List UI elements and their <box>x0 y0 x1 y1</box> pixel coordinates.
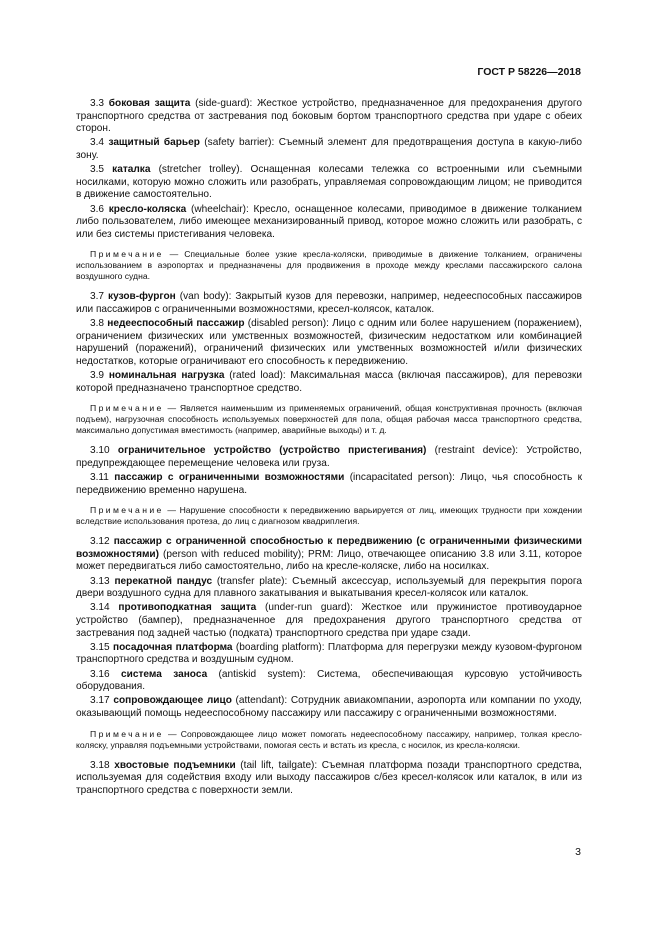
page-number: 3 <box>575 846 581 858</box>
definition-text: (incapacitated person): Лицо, чья способность к передвижению временно нарушена. <box>76 472 583 496</box>
note-text: — Сопровождающее лицо может помогать недееспособному пассажиру, например, толкая кресло-коляску, управляя подъемными устройствами, помогая сесть и встать из кресла, с носилок, из кресла-коляски. <box>76 728 582 750</box>
definition-number: 3.16 <box>90 668 110 680</box>
definition-term: пассажир с ограниченными возможностями <box>114 472 345 484</box>
definition-3-11 <box>76 472 582 497</box>
definition-number: 3.18 <box>90 759 110 771</box>
definition-3-4 <box>76 137 582 162</box>
definition-term: перекатной пандус <box>114 575 213 587</box>
definition-number: 3.5 <box>90 164 105 176</box>
definition-text: (under-run guard): Жесткое или пружинистое противоударное устройство (бампер), предназначенное для предохранения другого транспортного средства от застревания под задней частью (подката) транспортного средства при ударе сзади. <box>76 602 582 639</box>
note-text: — Нарушение способности к передвижению варьируется от лиц, имеющих трудности при хождении вследствие использования протеза, до лиц с диагнозом квадриплегия. <box>76 505 582 527</box>
note-text: — Специальные более узкие кресла-коляски, приводимые в движение толканием, ограничены использованием в аэропортах и предназначены для продвижения в проходе между креслами пассажирского салона воздушного судна. <box>76 249 582 282</box>
definition-3-12 <box>76 536 582 574</box>
definition-text: (side-guard): Жесткое устройство, предназначенное для предохранения другого транспортного средства от застревания под боковым бортом транспортного средства при ударе с обеих сторон. <box>76 98 582 135</box>
note <box>76 505 582 527</box>
definition-text: (restraint device): Устройство, предупреждающее перемещение человека или груза. <box>76 445 582 469</box>
definition-term: номинальная нагрузка <box>108 370 225 382</box>
definition-text: (disabled person): Лицо с одним или более нарушением (поражением), ограничением физических или умственных возможностей, физическим недостатком или комбинацией нарушений (поражений), ограничений физических или умственных возможностей и/или физических недостатков, которые ограничивают его способность к передвижению. <box>76 318 582 367</box>
definition-text: (rated load): Максимальная масса (включая пассажиров), для перевозки которой предназначено транспортное средство. <box>76 370 582 394</box>
definition-number: 3.7 <box>90 291 105 303</box>
note-label: Примечание <box>90 505 164 516</box>
definition-number: 3.14 <box>90 602 110 614</box>
definition-term: противоподкатная защита <box>118 602 257 614</box>
note-label: Примечание <box>90 728 164 739</box>
definition-term: система заноса <box>121 668 208 680</box>
definition-3-6 <box>76 204 582 242</box>
definition-text: (van body): Закрытый кузов для перевозки, например, недееспособных пассажиров или пассажиров с ограниченными возможностями, кресел-колясок, каталок. <box>76 291 582 315</box>
definition-term: кресло-коляска <box>108 203 187 215</box>
definition-3-14 <box>76 602 582 640</box>
note-text: — Является наименьшим из применяемых ограничений, общая конструктивная прочность (включая подъем), нагрузочная способность используемых поверхностей для пола, общая рабочая масса транспортного средства, максимально допустимая вместимость (например, аварийные выходы) и т. д. <box>76 403 582 436</box>
definition-number: 3.8 <box>90 318 105 330</box>
definition-term: ограничительное устройство (устройство пристегивания) <box>117 445 427 457</box>
definition-term: боковая защита <box>108 98 191 109</box>
definition-3-18 <box>76 760 582 798</box>
definition-number: 3.13 <box>90 575 110 587</box>
note <box>76 403 582 436</box>
definition-text: (wheelchair): Кресло, оснащенное колесами, приводимое в движение толканием либо пользователем, либо имеющее механизированный привод, которое можно сложить или разобрать, с или без системы пристегивания человека. <box>76 203 582 240</box>
definition-text: (tail lift, tailgate): Съемная платформа позади транспортного средства, используемая для содействия входу или выходу пассажиров с/без кресел-колясок или каталок, в или из транспортного средства с поверхности земли. <box>76 759 582 796</box>
definition-number: 3.6 <box>90 203 105 215</box>
definition-number: 3.17 <box>90 695 110 707</box>
definition-term: защитный барьер <box>108 137 200 149</box>
definition-text: (person with reduced mobility); PRM: Лицо, отвечающее описанию 3.8 или 3.11, которое может передвигаться либо самостоятельно, либо на кресле-коляске, либо на носилках. <box>76 548 582 573</box>
definition-text: (transfer plate): Съемный аксессуар, используемый для перекрытия порога двери воздушного судна для плавного закатывания и выкатывания кресел-колясок или каталок. <box>76 575 582 600</box>
definition-text: (boarding platform): Платформа для перегрузки между кузовом-фургоном транспортного средства и воздушным судном. <box>76 641 582 666</box>
definition-text: (stretcher trolley). Оснащенная колесами тележка со встроенными или съемными носилками, которую можно сложить или разобрать, управляемая сопровождающим лицом; не приводится в движение самостоятельно. <box>76 164 583 201</box>
definition-3-15 <box>76 642 582 667</box>
definition-3-10 <box>76 445 582 470</box>
definition-3-13 <box>76 576 582 601</box>
definition-3-7 <box>76 291 582 316</box>
definition-number: 3.12 <box>90 536 110 548</box>
definition-number: 3.15 <box>90 641 110 653</box>
definition-3-8 <box>76 318 582 368</box>
definition-3-3 <box>76 98 582 136</box>
note <box>76 249 582 282</box>
document-body <box>76 98 582 799</box>
definition-number: 3.3 <box>90 98 105 109</box>
definition-number: 3.10 <box>90 445 110 457</box>
definition-3-5 <box>76 164 582 202</box>
definition-number: 3.9 <box>90 370 105 382</box>
definition-3-9 <box>76 370 582 395</box>
definition-number: 3.4 <box>90 137 105 149</box>
definition-term: хвостовые подъемники <box>114 759 236 771</box>
definition-text: (antiskid system): Система, обеспечивающая курсовую устойчивость оборудования. <box>76 668 582 693</box>
definition-number: 3.11 <box>90 472 109 484</box>
definition-term: кузов-фургон <box>108 291 176 303</box>
document-header: ГОСТ Р 58226—2018 <box>477 66 581 78</box>
definition-3-16 <box>76 669 582 694</box>
definition-term: каталка <box>112 164 151 176</box>
definition-term: пассажир с ограниченной способностью к передвижению (с ограниченными физическими возможностями) <box>76 536 583 560</box>
note <box>76 729 582 751</box>
definition-term: сопровождающее лицо <box>113 695 232 707</box>
definition-text: (safety barrier): Съемный элемент для предотвращения доступа в какую-либо зону. <box>76 137 582 161</box>
note-label: Примечание <box>90 249 164 260</box>
definition-term: посадочная платформа <box>113 641 233 653</box>
definition-term: недееспособный пассажир <box>107 318 245 330</box>
definition-3-17 <box>76 695 582 720</box>
definition-text: (attendant): Сотрудник авиакомпании, аэропорта или компании по уходу, оказывающий помощь недееспособному пассажиру или пассажиру с ограниченными возможностями. <box>76 695 582 719</box>
note-label: Примечание <box>90 403 164 414</box>
